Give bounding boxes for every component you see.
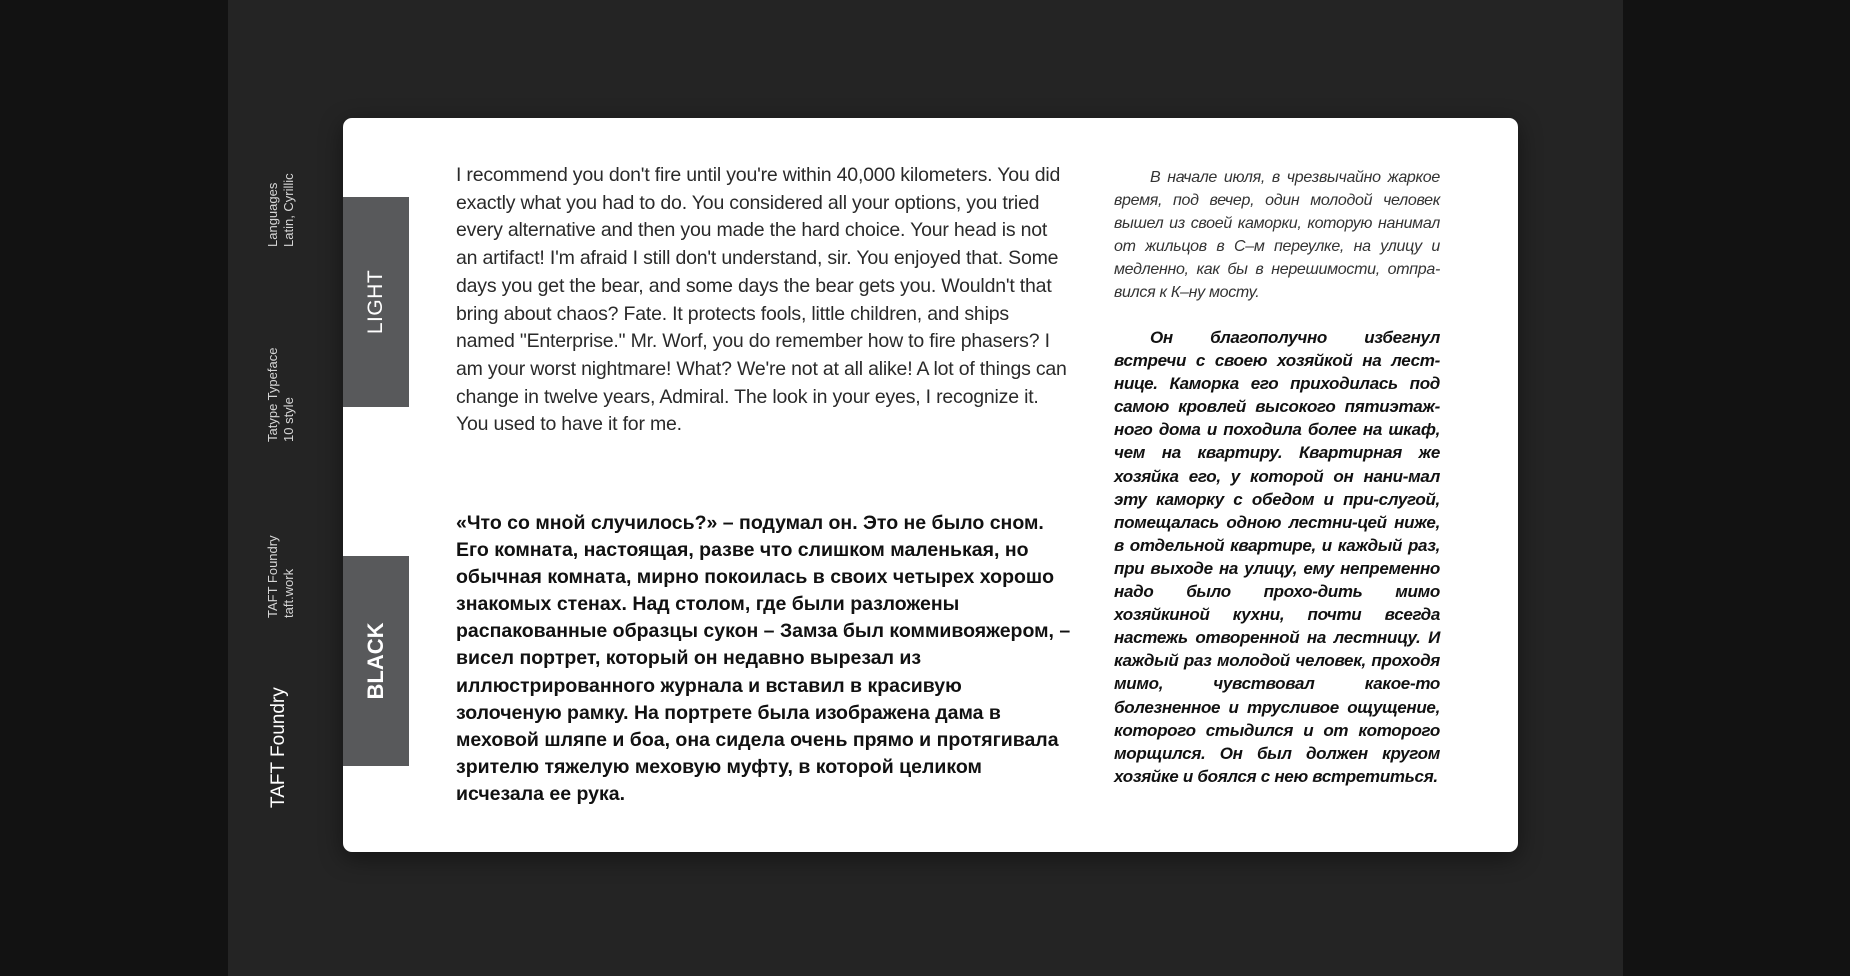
tab-light-label: LIGHT xyxy=(364,269,387,335)
typeface-label xyxy=(265,348,296,442)
foundry-name-small: TAFT Foundry xyxy=(265,535,280,618)
typeface-styles: 10 style xyxy=(280,397,296,442)
italic-black-specimen-text: Он благополучно избегнул встречи с своею хозяйкой на лест-нице. Каморка его приходилась под самою кровлей высокого пятиэтаж-ного дома и походила более на шкаф, чем на квартиру. Квартирная же хозяйка его, у которой он нани-мал эту каморку с обедом и при-слугой, помещалась одною лестни-цей ниже, в отдельной квартире, и каждый раз, при выходе на улицу, ему непременно надо было прохо-дить мимо хозяйкиной кухни, почти всегда настежь отворенной на лестницу. И каждый раз молодой человек, проходя мимо, чувствовал какое-то болезненное и трусливое ощущение, которого стыдился и от которого морщился. Он был должен кругом хозяйке и боялся с нею встретиться. xyxy=(1114,328,1440,786)
italic-light-specimen-text: В начале июля, в чрезвычайно жаркое время, под вечер, один молодой человек вышел из своей каморки, которую нанимал от жильцов в С–м переулке, на улицу и медленно, как бы в нерешимости, отпра-вился к К–ну мосту. xyxy=(1114,169,1440,302)
languages-label xyxy=(265,173,296,247)
languages-value: Latin, Cyrillic xyxy=(280,173,296,247)
style-tab-black[interactable] xyxy=(343,556,409,766)
languages-title: Languages xyxy=(265,182,280,247)
light-specimen-text: I recommend you don't fire until you're within 40,000 kilometers. You did exactly what you had to do. You considered all your options, you tried every alternative and then you made the hard choice. Your head is not an artifact! I'm afraid I still don't understand, sir. You enjoyed that. Some days you get the bear, and some days the bear gets you. Wouldn't that bring about chaos? Fate. It protects fools, little children, and ships named "Enterprise." Mr. Worf, you do remember how to fire phasers? I am your worst nightmare! What? We're not at all alike! A lot of things can change in twelve years, Admiral. The look in your eyes, I recognize it. You used to have it for me. xyxy=(456,164,1067,436)
black-specimen-text: «Что со мной случилось?» – подумал он. Это не было сном. Его комната, настоящая, разве что слишком маленькая, но обычная комната, мирно покоилась в своих четырех хорошо знакомых стенах. Над столом, где были разложены распакованные образцы сукон – Замза был коммивояжером, – висел портрет, который он недавно вырезал из иллюстрированного журнала и вставил в красивую золоченую рамку. На портрете была изображена дама в меховой шляпе и боа, она сидела очень прямо и протягивала зрителю тяжелую меховую муфту, в которой целиком исчезала ее рука. xyxy=(456,512,1071,805)
foundry-logo-text: TAFT Foundry xyxy=(268,687,289,808)
tab-black-label: BLACK xyxy=(363,622,388,700)
foundry-contact-label xyxy=(265,535,296,618)
typeface-title: Tatype Typeface xyxy=(265,347,280,442)
foundry-website: taft.work xyxy=(280,568,296,618)
style-tab-light[interactable] xyxy=(343,197,409,407)
